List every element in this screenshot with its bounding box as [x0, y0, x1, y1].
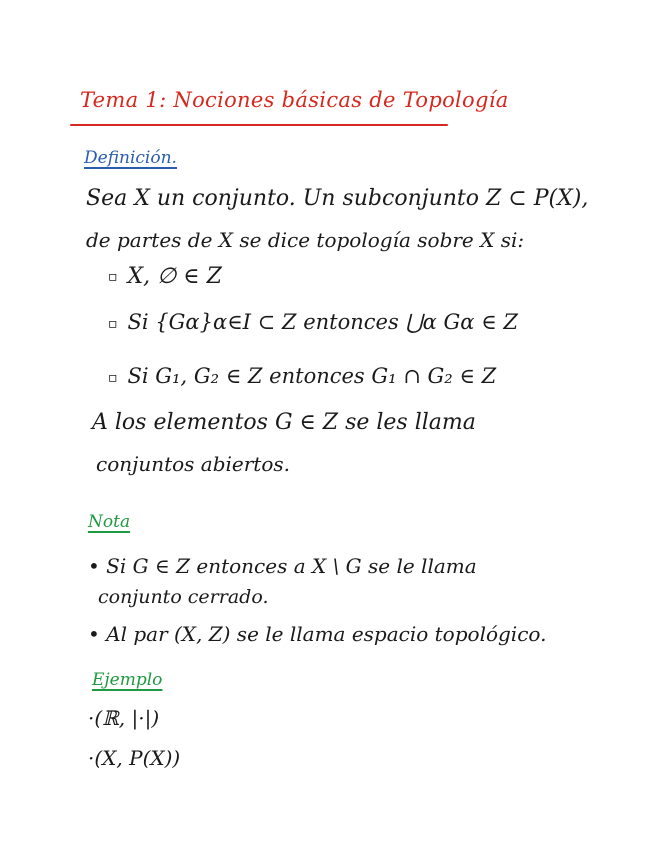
definition-line-2: de partes de X se dice topología sobre X si:	[86, 228, 525, 252]
definition-bullet-3	[108, 364, 496, 388]
bullet-marker-icon: ▫	[108, 315, 118, 332]
nota-heading: Nota	[88, 512, 131, 532]
nota-item-2: • Al par (X, Z) se le llama espacio topológico.	[88, 622, 547, 646]
page-title: Tema 1: Nociones básicas de Topología	[80, 88, 509, 112]
ejemplo-item-1: ·(ℝ, |·|)	[88, 706, 160, 730]
bullet-marker-icon: ▫	[108, 369, 118, 386]
definition-line-4: conjuntos abiertos.	[96, 452, 291, 476]
definition-bullet-1	[108, 264, 222, 289]
nota-item-1-line-2: conjunto cerrado.	[98, 586, 269, 608]
definition-heading: Definición.	[84, 148, 177, 168]
definition-line-1: Sea X un conjunto. Un subconjunto Z ⊂ P(X),	[86, 186, 589, 211]
bullet-text: Si {Gα}α∈I ⊂ Z entonces ⋃α Gα ∈ Z	[127, 310, 518, 334]
bullet-marker-icon: ▫	[108, 269, 118, 285]
definition-bullet-2	[108, 310, 518, 334]
definition-line-3: A los elementos G ∈ Z se les llama	[92, 410, 476, 435]
ejemplo-heading: Ejemplo	[92, 670, 163, 690]
title-underline	[70, 124, 448, 126]
bullet-text: X, ∅ ∈ Z	[127, 264, 222, 289]
nota-item-1-line-1: • Si G ∈ Z entonces a X \ G se le llama	[88, 554, 477, 578]
bullet-text: Si G₁, G₂ ∈ Z entonces G₁ ∩ G₂ ∈ Z	[127, 364, 497, 388]
ejemplo-item-2: ·(X, P(X))	[88, 746, 181, 770]
